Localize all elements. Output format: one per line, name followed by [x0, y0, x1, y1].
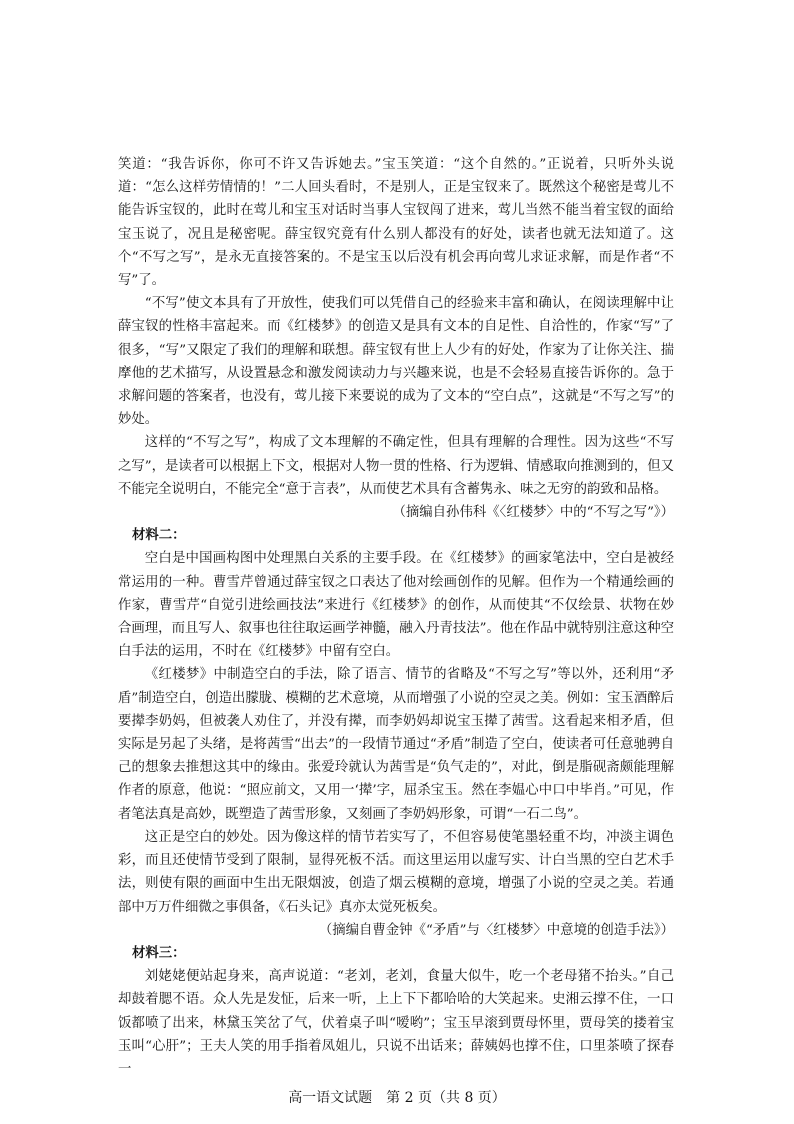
material-2-paragraph-2: 《红楼梦》中制造空白的手法，除了语言、情节的省略及“不写之写”等以外，还利用“矛盾”制造空白，创造出朦胧、模糊的艺术意境，从而增强了小说的空灵之美。例如：宝玉酒醉后要撵李奶妈，但被袭人劝住了，并没有撵，而李奶妈却说宝玉撵了茜雪。这看起来相矛盾，但实际是另起了头绪，是将茜雪“出去”的一段情节通过“矛盾”制造了空白，使读者可任意驰骋自己的想象去推想这其中的缘由。张爱玲就认为茜雪是“负气走的”，对此，倒是脂砚斋颇能理解作者的原意，他说：“照应前文，又用一‘撵’字，屈杀宝玉。然在李媪心中口中毕肖。”可见，作者笔法真是高妙，既塑造了茜雪形象，又刻画了李奶妈形象，可谓“一石二鸟”。: [118, 667, 674, 822]
paragraph-2: “不写”使文本具有了开放性，使我们可以凭借自己的经验来丰富和确认，在阅读理解中让薛宝钗的性格丰富起来。而《红楼梦》的创造又是具有文本的自足性、自洽性的，作家“写”了很多，“写”又限定了我们的理解和联想。薛宝钗有世上人少有的好处，作家为了让你关注、揣摩他的艺术描写，从设置悬念和激发阅读动力与兴趣来说，也是不会轻易直接告诉你的。急于求解问题的答案者，也没有，莺儿接下来要说的成为了文本的“空白点”，这就是“不写之写”的妙处。: [118, 296, 674, 428]
material-3-heading: 材料三：: [132, 944, 186, 961]
material-2-paragraph-1: 空白是中国画构图中处理黑白关系的主要手段。在《红楼梦》的画家笔法中，空白是被经常运用的一种。曹雪芹曾通过薛宝钗之口表达了他对绘画创作的见解。但作为一个精通绘画的作家，曹雪芹“自觉引进绘画技法”来进行《红楼梦》的创作，从而使其“不仅绘景、状物在妙合画理，而且写人、叙事也往往取运画学神髓，融入丹青技法”。他在作品中就特别注意这种空白手法的运用，不时在《红楼梦》中留有空白。: [118, 551, 674, 660]
page-content: [118, 153, 674, 1081]
material-3-paragraph-1: 刘姥姥便站起身来，高声说道：“老刘，老刘，食量大似牛，吃一个老母猪不抬头。”自己却鼓着腮不语。众人先是发怔，后来一听，上上下下都哈哈的大笑起来。史湘云撑不住，一口饭都喷了出来，林黛玉笑岔了气，伏着桌子叫“嗳哟”；宝玉早滚到贾母怀里，贾母笑的搂着宝玉叫“心肝”；王夫人笑的用手指着凤姐儿，只说不出话来；薛姨妈也撑不住，口里茶喷了探春一: [118, 969, 674, 1077]
paragraph-1: 笑道：“我告诉你，你可不许又告诉她去。”宝玉笑道：“这个自然的。”正说着，只听外头说道：“怎么这样劳情情的！”二人回头看时，不是别人，正是宝钗来了。既然这个秘密是莺儿不能告诉宝钗的，此时在莺儿和宝玉对话时当事人宝钗闯了进来，莺儿当然不能当着宝钗的面给宝玉说了，况且是秘密呢。薛宝钗究竟有什么别人都没有的好处，读者也就无法知道了。这个“不写之写”，是永无直接答案的。不是宝玉以后没有机会再向莺儿求证求解，而是作者“不写”了。: [118, 157, 674, 289]
paragraph-3: 这样的“不写之写”，构成了文本理解的不确定性，但具有理解的合理性。因为这些“不写之写”，是读者可以根据上下文，根据对人物一贯的性格、行为逻辑、情感取向推测到的，但又不能完全说明白，不能完全“意于言表”，从而使艺术具有含蓄隽永、味之无穷的韵致和品格。: [118, 435, 674, 497]
material-2-heading: 材料二：: [132, 527, 186, 544]
source-citation-1: （摘编自孙伟科《〈红楼梦〉中的“不写之写”》）: [392, 505, 674, 521]
page-footer: 高一语文试题 第 2 页（共 8 页）: [288, 1090, 506, 1106]
source-citation-2: （摘编自曹金钟《“矛盾”与〈红楼梦〉中意境的创造手法》）: [318, 922, 674, 938]
material-2-paragraph-3: 这正是空白的妙处。因为像这样的情节若实写了，不但容易使笔墨轻重不均，冲淡主调色彩，而且还使情节受到了限制，显得死板不活。而这里运用以虚写实、计白当黑的空白艺术手法，则使有限的画面中生出无限烟波，创造了烟云模糊的意境，增强了小说的空灵之美。若通部中万万件细微之事俱备，《石头记》真亦太觉死板矣。: [118, 829, 674, 915]
